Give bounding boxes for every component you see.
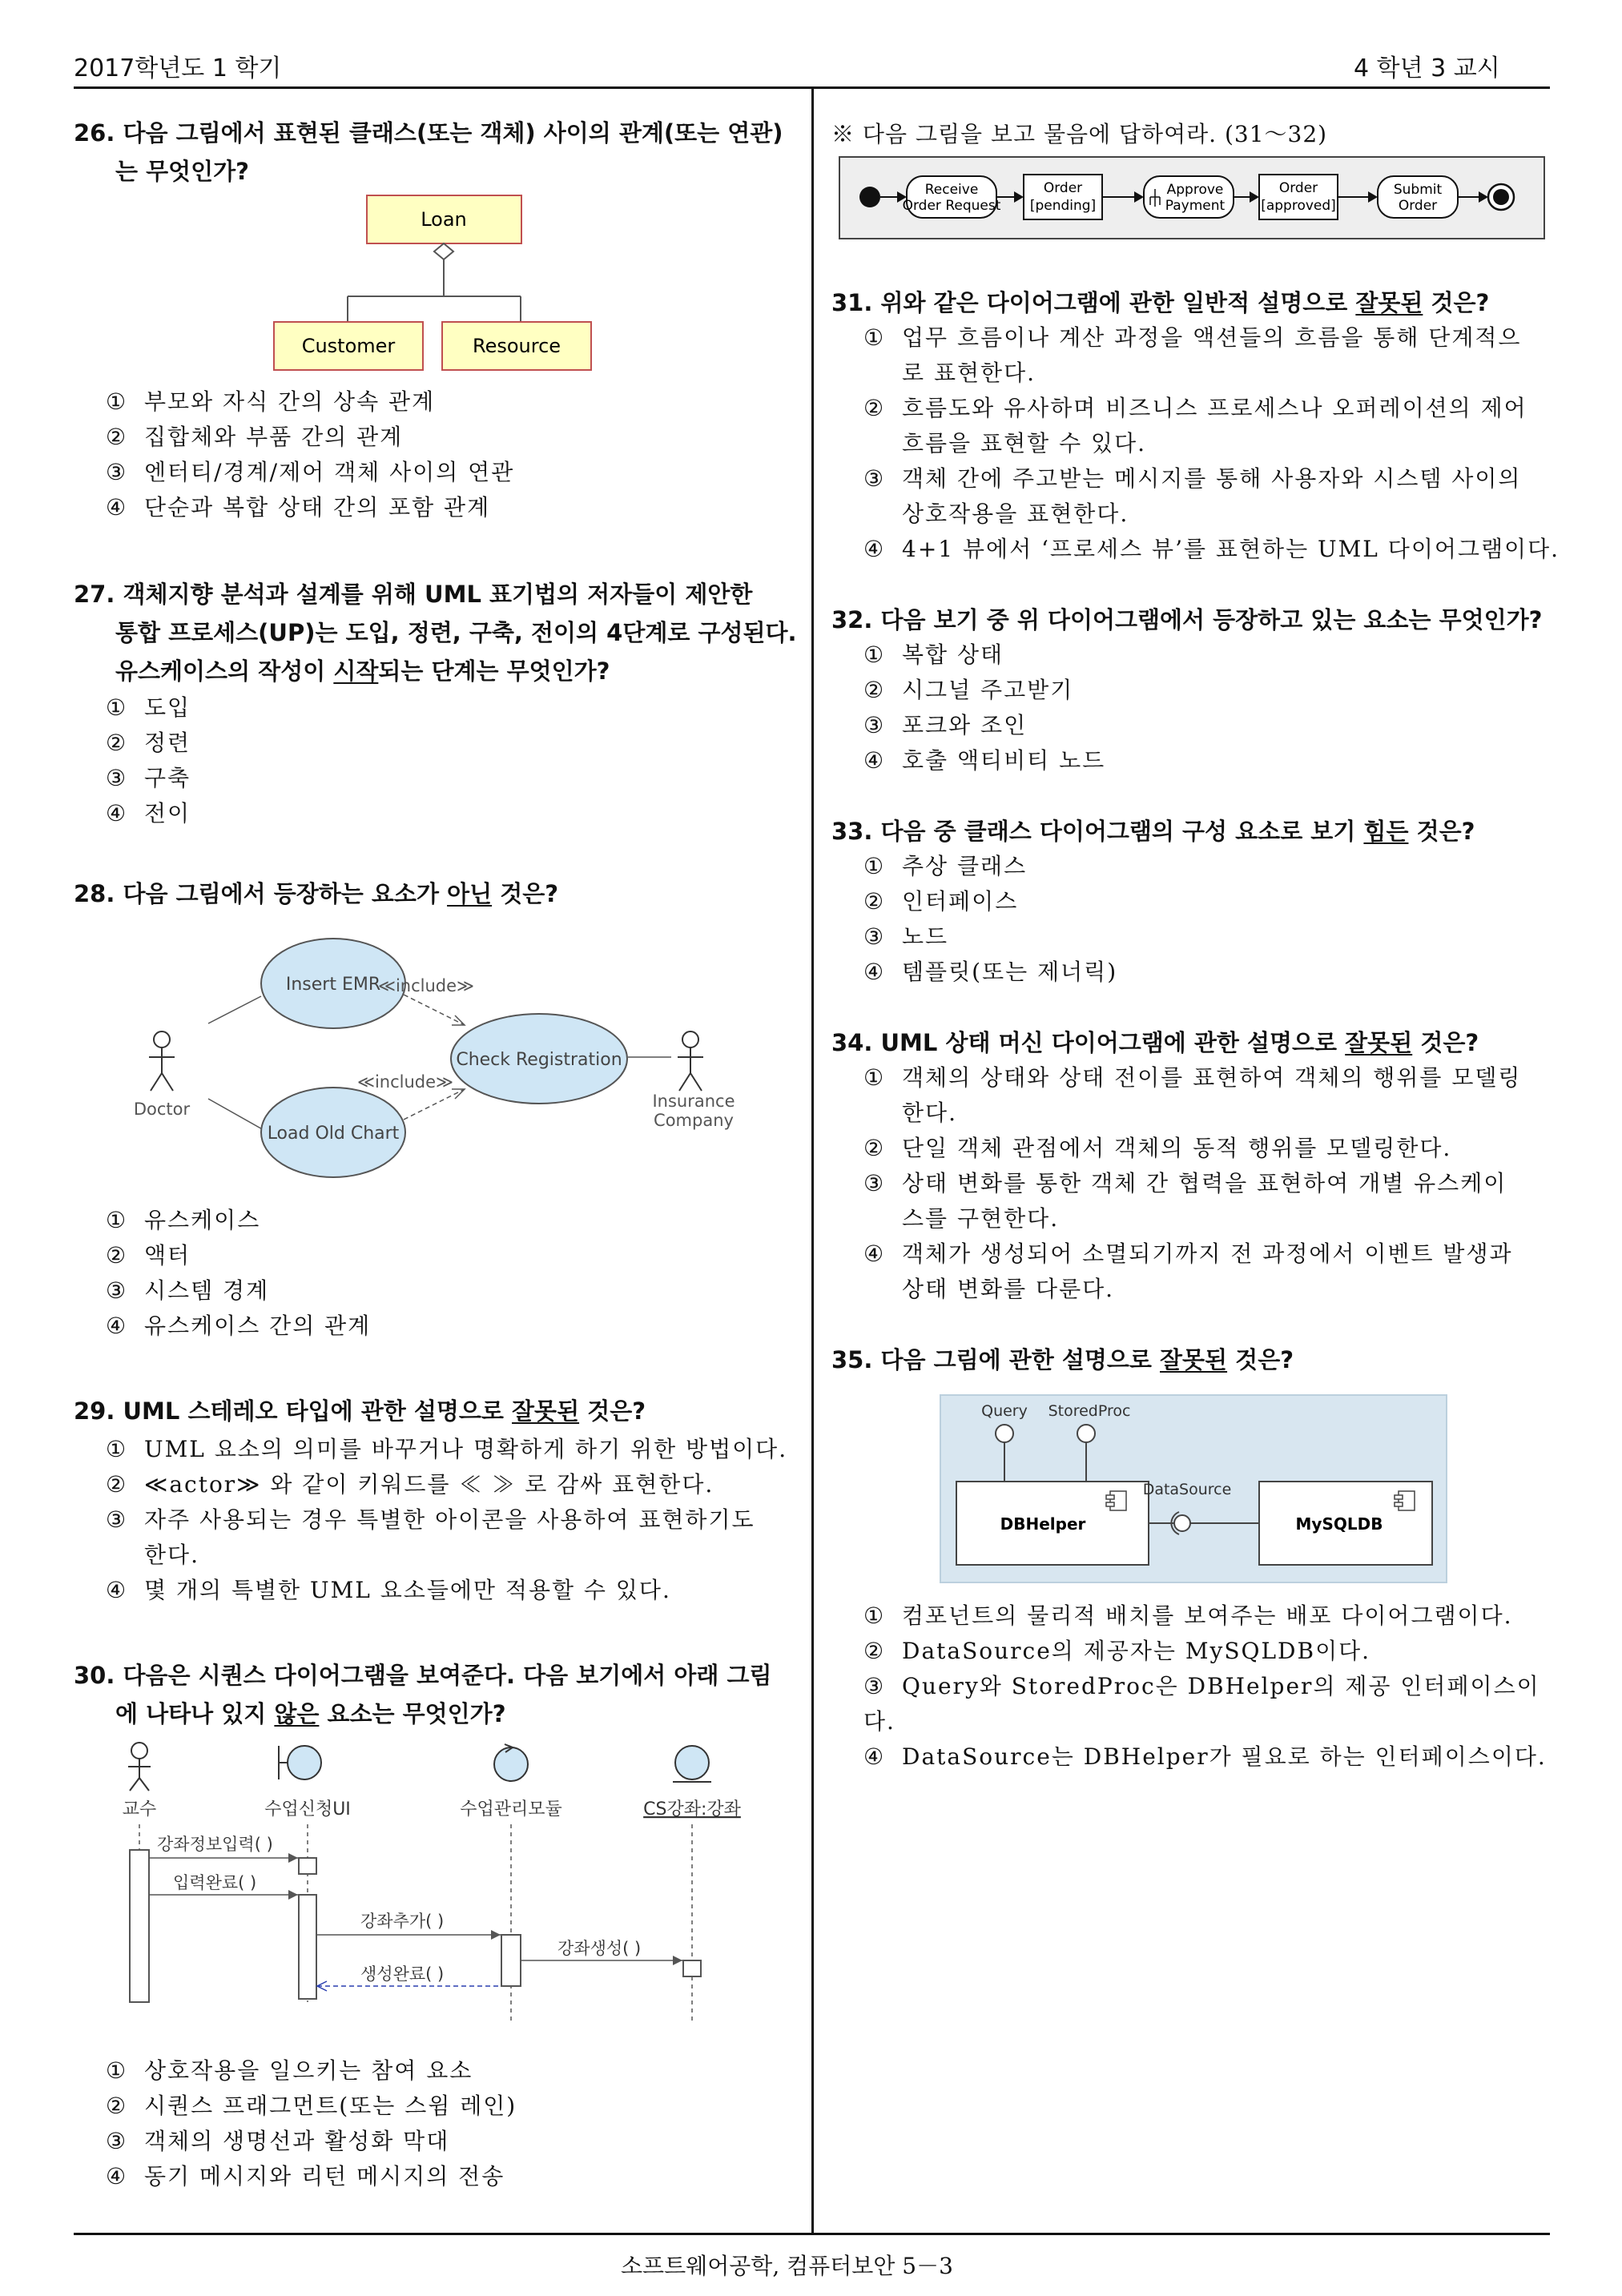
footer-rule (74, 2233, 1550, 2235)
option[interactable]: ② 시퀀스 프래그먼트(또는 스윔 레인) (106, 2093, 517, 2119)
option[interactable]: ③ 시스템 경계 (106, 1277, 270, 1304)
question-32 (831, 601, 1552, 639)
question-text: 는 무엇인가? (115, 158, 249, 185)
question-number: 31. (831, 289, 873, 316)
interface-storedproc-label: StoredProc (1048, 1402, 1131, 1420)
option[interactable]: ④ 객체가 생성되어 소멸되기까지 전 과정에서 이벤트 발생과 (863, 1240, 1513, 1267)
control-icon (494, 1744, 528, 1781)
option[interactable]: ④ 몇 개의 특별한 UML 요소들에만 적용할 수 있다. (106, 1577, 671, 1603)
question-34 (831, 1023, 1552, 1062)
message-label: 강좌생성( ) (557, 1939, 642, 1958)
question-text: 다음 그림에 관한 설명으로 (880, 1346, 1161, 1373)
q28-options (106, 1203, 803, 1344)
actor-doctor (149, 1031, 175, 1091)
question-text: 요소는 무엇인가? (319, 1700, 506, 1727)
question-text: 것은? (1227, 1346, 1294, 1373)
option[interactable]: ① 추상 클래스 (863, 853, 1028, 879)
actor-doctor-label: Doctor (133, 1100, 191, 1119)
activity-diagram-figure (838, 155, 1546, 240)
option[interactable]: ③ 포크와 조인 (863, 712, 1028, 738)
entity-icon (673, 1746, 711, 1782)
option-continuation: 한다. (144, 1542, 199, 1568)
option[interactable]: ② 시그널 주고받기 (863, 677, 1074, 703)
message-label: 강좌추가( ) (360, 1912, 445, 1931)
option[interactable]: ③ 엔터티/경계/제어 객체 사이의 연관 (106, 459, 515, 485)
option[interactable]: ① 복합 상태 (863, 641, 1004, 668)
question-26 (74, 114, 799, 191)
header-right: 4 학년 3 교시 (1354, 54, 1500, 82)
question-number: 26. (74, 119, 115, 147)
option[interactable]: ① 도입 (106, 694, 191, 721)
emphasis: 잘못된 (1160, 1346, 1228, 1373)
option[interactable]: ② 흐름도와 유사하며 비즈니스 프로세스나 오퍼레이션의 제어 (863, 395, 1527, 421)
question-text: 다음은 시퀀스 다이어그램을 보여준다. 다음 보기에서 아래 그림 (123, 1662, 772, 1689)
class-aggregation-figure (264, 192, 601, 380)
question-text: 유스케이스의 작성이 (115, 657, 334, 685)
class-loan: Loan (421, 208, 467, 231)
option[interactable]: ② 집합체와 부품 간의 관계 (106, 424, 404, 450)
boundary-icon (279, 1746, 321, 1779)
lifeline-label-professor: 교수 (122, 1799, 157, 1820)
q26-options (106, 384, 803, 525)
include-label: ≪include≫ (377, 976, 475, 995)
question-number: 35. (831, 1346, 873, 1373)
action-approve-payment: Approve (1166, 182, 1224, 198)
option[interactable]: ③ 노드 (863, 923, 949, 950)
action-receive-order: Receive (924, 182, 979, 198)
header-left: 2017학년도 1 학기 (74, 54, 282, 82)
option[interactable]: ④ 유스케이스 간의 관계 (106, 1313, 372, 1339)
component-dbhelper: DBHelper (1000, 1514, 1086, 1534)
option-continuation: 로 표현한다. (902, 360, 1036, 386)
component-mysqldb: MySQLDB (1295, 1514, 1383, 1534)
action-receive-order: Order Request (902, 198, 1001, 214)
emphasis: 힘든 (1363, 818, 1409, 845)
q34-options (863, 1060, 1560, 1307)
option-continuation: 한다. (902, 1100, 957, 1126)
question-text: 것은? (1408, 818, 1475, 845)
emphasis: 않은 (274, 1700, 320, 1727)
option[interactable]: ③ Query와 StoredProc은 DBHelper의 제공 인터페이스이다. (863, 1673, 1540, 1735)
question-text: 다음 그림에서 표현된 클래스(또는 객체) 사이의 관계(또는 연관) (123, 119, 783, 147)
q27-options (106, 690, 803, 831)
question-29 (74, 1392, 799, 1430)
instruction-31-32: ※ 다음 그림을 보고 물음에 답하여라. (31～32) (831, 121, 1328, 147)
footer-text: 소프트웨어공학, 컴퓨터보안 5－3 (621, 2253, 953, 2279)
question-number: 28. (74, 880, 115, 907)
question-text: 다음 중 클래스 다이어그램의 구성 요소로 보기 (880, 818, 1364, 845)
option[interactable]: ① UML 요소의 의미를 바꾸거나 명확하게 하기 위한 방법이다. (106, 1436, 788, 1462)
question-27 (74, 575, 799, 690)
lifeline-label-ui: 수업신청UI (264, 1799, 351, 1820)
emphasis: 아닌 (447, 880, 493, 907)
actor-insurance (678, 1031, 703, 1091)
question-text: 것은? (492, 880, 559, 907)
option[interactable]: ④ 템플릿(또는 제너릭) (863, 959, 1118, 985)
question-number: 32. (831, 606, 873, 633)
option[interactable]: ② 액터 (106, 1242, 191, 1269)
component-diagram-figure (939, 1393, 1448, 1584)
interface-query-label: Query (981, 1402, 1028, 1420)
message-label: 생성완료( ) (360, 1964, 445, 1984)
option[interactable]: ③ 상태 변화를 통한 객체 간 협력을 표현하여 개별 유스케이 (863, 1170, 1507, 1196)
question-text: UML 스테레오 타입에 관한 설명으로 (123, 1397, 513, 1425)
class-resource: Resource (472, 335, 561, 357)
option[interactable]: ③ 객체 간에 주고받는 메시지를 통해 사용자와 시스템 사이의 (863, 465, 1522, 492)
option[interactable]: ② ≪actor≫ 와 같이 키워드를 ≪ ≫ 로 감싸 표현한다. (106, 1471, 714, 1498)
question-number: 33. (831, 818, 873, 845)
question-number: 27. (74, 581, 115, 608)
option[interactable]: ④ 4+1 뷰에서 ‘프로세스 뷰’를 표현하는 UML 다이어그램이다. (863, 536, 1560, 562)
question-text: 에 나타나 있지 (115, 1700, 275, 1727)
usecase-check-registration: Check Registration (456, 1050, 622, 1070)
option[interactable]: ② 정련 (106, 730, 191, 756)
object-order-pending: Order (1043, 180, 1083, 196)
question-text: 것은? (1423, 289, 1490, 316)
class-customer: Customer (301, 335, 396, 357)
lifeline-label-module: 수업관리모듈 (460, 1799, 562, 1820)
option-continuation: 상태 변화를 다룬다. (902, 1276, 1115, 1302)
object-order-pending: [pending] (1029, 198, 1097, 214)
emphasis: 시작 (333, 657, 379, 685)
sequence-diagram-figure (112, 1738, 753, 2058)
option[interactable]: ③ 객체의 생명선과 활성화 막대 (106, 2128, 450, 2154)
question-text: 것은? (579, 1397, 646, 1425)
usecase-insert-emr: Insert EMR (285, 975, 381, 995)
option-continuation: 스를 구현한다. (902, 1205, 1060, 1232)
q35-options (863, 1598, 1560, 1775)
q33-options (863, 849, 1560, 990)
option[interactable]: ④ 동기 메시지와 리턴 메시지의 전송 (106, 2163, 505, 2189)
question-31 (831, 283, 1552, 322)
q30-options (106, 2053, 803, 2194)
question-text: 객체지향 분석과 설계를 위해 UML 표기법의 저자들이 제안한 (123, 581, 753, 608)
emphasis: 잘못된 (1355, 289, 1423, 316)
lifeline-label-cs: CS강좌:강좌 (643, 1799, 741, 1820)
question-number: 29. (74, 1397, 115, 1425)
option[interactable]: ④ 호출 액티비티 노드 (863, 747, 1106, 774)
option[interactable]: ② 인터페이스 (863, 888, 1019, 915)
action-approve-payment: Payment (1165, 198, 1226, 214)
option[interactable]: ① 컴포넌트의 물리적 배치를 보여주는 배포 다이어그램이다. (863, 1602, 1513, 1629)
q32-options (863, 637, 1560, 778)
option[interactable]: ① 부모와 자식 간의 상속 관계 (106, 388, 436, 415)
question-28 (74, 875, 799, 913)
object-order-approved: [approved] (1261, 198, 1336, 214)
action-submit-order: Order (1398, 198, 1438, 214)
column-divider (811, 88, 814, 2234)
option[interactable]: ① 상호작용을 일으키는 참여 요소 (106, 2057, 473, 2084)
question-text: 것은? (1412, 1029, 1479, 1056)
option[interactable]: ④ 전이 (106, 800, 191, 826)
q29-options (106, 1432, 811, 1608)
option-continuation: 흐름을 표현할 수 있다. (902, 430, 1147, 456)
message-label: 입력완료( ) (173, 1873, 257, 1892)
actor-insurance-label: Company (654, 1111, 734, 1130)
option[interactable]: ④ DataSource는 DBHelper가 필요로 하는 인터페이스이다. (863, 1743, 1547, 1770)
object-order-approved: Order (1278, 180, 1318, 196)
usecase-load-old-chart: Load Old Chart (267, 1124, 400, 1144)
question-text: UML 상태 머신 다이어그램에 관한 설명으로 (880, 1029, 1346, 1056)
interface-datasource-label: DataSource (1142, 1481, 1232, 1498)
option[interactable]: ① 유스케이스 (106, 1207, 261, 1233)
q31-options (863, 320, 1560, 567)
actor-professor (128, 1743, 151, 1791)
action-submit-order: Submit (1393, 182, 1443, 198)
option[interactable]: ③ 자주 사용되는 경우 특별한 아이콘을 사용하여 표현하기도 (106, 1506, 755, 1533)
option[interactable]: ② 단일 객체 관점에서 객체의 동적 행위를 모델링한다. (863, 1135, 1452, 1161)
use-case-figure (120, 929, 745, 1193)
actor-insurance-label: Insurance (652, 1092, 735, 1111)
include-label: ≪include≫ (356, 1072, 454, 1092)
question-text: 다음 그림에서 등장하는 요소가 (123, 880, 448, 907)
option[interactable]: ① 업무 흐름이나 계산 과정을 액션들의 흐름을 통해 단계적으 (863, 324, 1522, 351)
question-text: 위와 같은 다이어그램에 관한 일반적 설명으로 (880, 289, 1356, 316)
question-text: 다음 보기 중 위 다이어그램에서 등장하고 있는 요소는 무엇인가? (880, 606, 1543, 633)
message-label: 강좌정보입력( ) (157, 1835, 273, 1854)
option[interactable]: ④ 단순과 복합 상태 간의 포함 관계 (106, 494, 491, 521)
option-continuation: 상호작용을 표현한다. (902, 501, 1129, 527)
question-number: 30. (74, 1662, 115, 1689)
question-number: 34. (831, 1029, 873, 1056)
option[interactable]: ② DataSource의 제공자는 MySQLDB이다. (863, 1638, 1371, 1664)
question-33 (831, 812, 1552, 850)
question-30 (74, 1656, 799, 1733)
question-text: 통합 프로세스(UP)는 도입, 정련, 구축, 전이의 4단계로 구성된다. (115, 619, 797, 646)
emphasis: 잘못된 (512, 1397, 580, 1425)
question-text: 되는 단계는 무엇인가? (378, 657, 610, 685)
emphasis: 잘못된 (1345, 1029, 1413, 1056)
option[interactable]: ① 객체의 상태와 상태 전이를 표현하여 객체의 행위를 모델링 (863, 1064, 1522, 1091)
question-35 (831, 1341, 1552, 1379)
option[interactable]: ③ 구축 (106, 765, 191, 791)
